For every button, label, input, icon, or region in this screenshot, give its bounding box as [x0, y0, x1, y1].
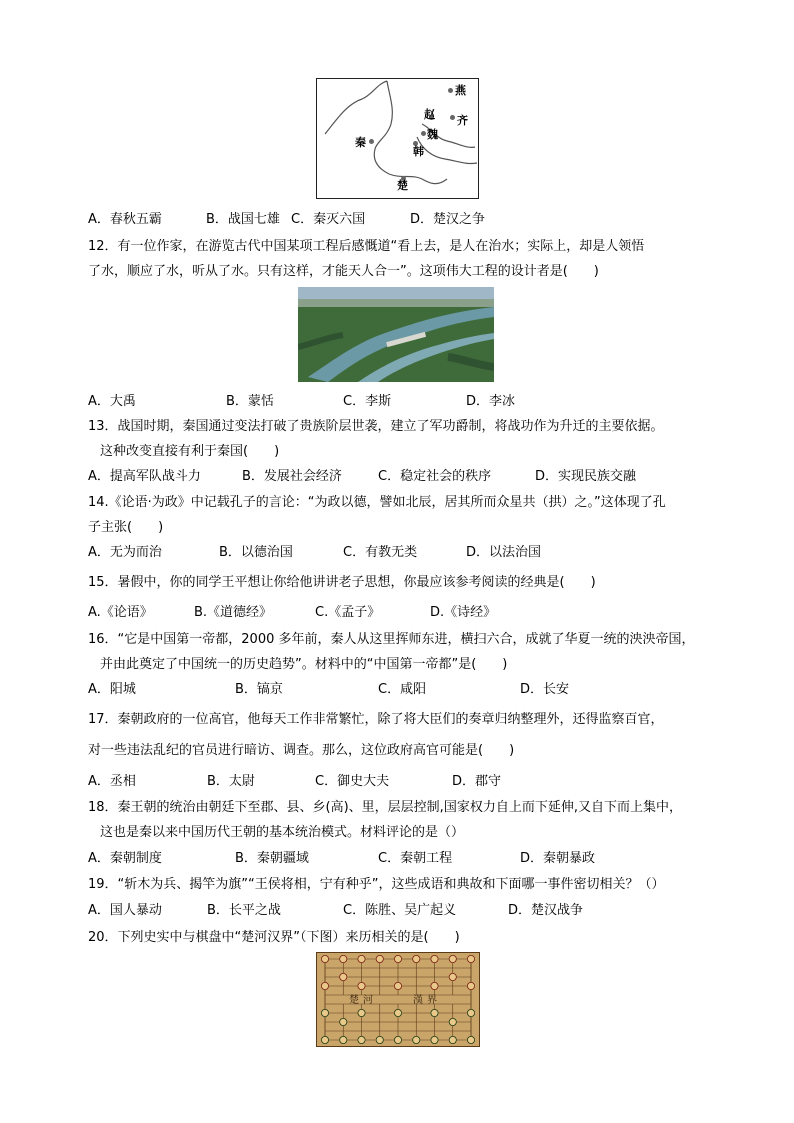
q12-option-c[interactable]: C．李斯	[343, 394, 392, 409]
chess-piece	[431, 955, 438, 962]
map-label-wei: 魏	[427, 128, 438, 141]
q14-option-c[interactable]: C．有教无类	[343, 545, 418, 560]
chess-piece	[340, 1036, 347, 1043]
q20-stem: 20．下列史实中与棋盘中“楚河汉界”（下图）来历相关的是( )	[88, 930, 460, 945]
q13-option-a[interactable]: A．提高军队战斗力	[88, 469, 201, 484]
q16-option-b[interactable]: B．镐京	[235, 682, 283, 697]
chess-piece	[321, 982, 328, 989]
map-dot-qin	[369, 139, 374, 144]
q17-stem-line1: 17．秦朝政府的一位高官，他每天工作非常繁忙，除了将大臣们的奏章归纳整理外，还得监察百官，	[88, 712, 664, 727]
q15-option-c[interactable]: C.《孟子》	[315, 605, 381, 620]
q12-stem-line1: 12．有一位作家，在游览古代中国某项工程后感慨道“看上去，是人在治水；实际上，却是人领悟	[88, 239, 645, 254]
chess-piece	[394, 982, 401, 989]
map-label-qi: 齐	[457, 114, 468, 127]
chess-piece	[449, 1036, 456, 1043]
chess-piece	[467, 1036, 474, 1043]
river-label-chu: 楚河	[349, 995, 377, 1006]
q14-stem-line2: 子主张( )	[88, 520, 164, 535]
chess-piece	[340, 1018, 347, 1025]
chess-piece	[358, 955, 365, 962]
q13-option-c[interactable]: C．稳定社会的秩序	[378, 469, 492, 484]
q11-option-d[interactable]: D．楚汉之争	[410, 212, 486, 227]
river-label-han: 漢界	[413, 995, 441, 1006]
chess-piece	[321, 1036, 328, 1043]
map-dot-qi	[450, 115, 455, 120]
q11-option-a[interactable]: A．春秋五霸	[88, 212, 162, 227]
map-label-yan: 燕	[455, 84, 466, 97]
dujiangyan-photo	[298, 287, 494, 382]
chess-piece	[449, 973, 456, 980]
map-label-zhao: 赵	[424, 108, 435, 121]
q15-option-d[interactable]: D.《诗经》	[430, 605, 497, 620]
chess-piece	[431, 1036, 438, 1043]
q19-option-a[interactable]: A．国人暴动	[88, 903, 162, 918]
q13-option-b[interactable]: B．发展社会经济	[242, 469, 342, 484]
q17-option-b[interactable]: B．太尉	[207, 774, 255, 789]
q12-stem-line2: 了水，顺应了水，听从了水。只有这样，才能天人合一”。这项伟大工程的设计者是( )	[88, 264, 599, 279]
q15-option-a[interactable]: A.《论语》	[88, 605, 153, 620]
chess-piece	[467, 1009, 474, 1016]
chess-piece	[394, 1036, 401, 1043]
q12-option-a[interactable]: A．大禹	[88, 394, 136, 409]
q18-option-b[interactable]: B．秦朝疆域	[235, 851, 309, 866]
chess-piece	[449, 955, 456, 962]
q18-stem-line2: 这也是秦以来中国历代王朝的基本统治模式。材料评论的是（）	[100, 825, 465, 840]
chessboard-figure	[316, 952, 480, 1047]
chess-piece	[376, 1036, 383, 1043]
map-dot-wei	[421, 131, 426, 136]
chess-piece	[358, 982, 365, 989]
q14-option-b[interactable]: B．以德治国	[219, 545, 293, 560]
q16-option-a[interactable]: A．阳城	[88, 682, 136, 697]
chess-piece	[321, 955, 328, 962]
q17-option-c[interactable]: C．御史大夫	[315, 774, 390, 789]
q14-option-d[interactable]: D．以法治国	[466, 545, 542, 560]
q19-stem: 19．“斩木为兵、揭竿为旗”“王侯将相，宁有种乎”，这些成语和典故和下面哪一事件密切相关？（）	[88, 877, 665, 892]
q17-option-d[interactable]: D．郡守	[452, 774, 502, 789]
chess-piece	[340, 955, 347, 962]
chess-piece	[358, 1009, 365, 1016]
chess-piece	[358, 1036, 365, 1043]
q13-stem-line1: 13．战国时期，秦国通过变法打破了贵族阶层世袭，建立了军功爵制，将战功作为升迁的主要依据。	[88, 419, 664, 434]
dujiangyan-illustration	[298, 287, 494, 382]
q12-option-b[interactable]: B．蒙恬	[226, 394, 274, 409]
q14-stem-line1: 14.《论语·为政》中记载孔子的言论：“为政以德，譬如北辰，居其所而众星共（拱）之。”这体现了孔	[88, 495, 666, 510]
q18-option-a[interactable]: A．秦朝制度	[88, 851, 162, 866]
q11-option-c[interactable]: C．秦灭六国	[291, 212, 366, 227]
chess-piece	[394, 955, 401, 962]
chess-piece	[376, 955, 383, 962]
q14-option-a[interactable]: A．无为而治	[88, 545, 162, 560]
q15-stem: 15．暑假中，你的同学王平想让你给他讲讲老子思想，你最应该参考阅读的经典是( )	[88, 575, 596, 590]
warring-states-map	[316, 78, 479, 199]
q13-stem-line2: 这种改变直接有利于秦国( )	[100, 444, 280, 459]
chess-piece	[394, 1009, 401, 1016]
q15-option-b[interactable]: B.《道德经》	[194, 605, 273, 620]
map-label-qin: 秦	[355, 136, 366, 149]
q17-stem-line2: 对一些违法乱纪的官员进行暗访、调查。那么，这位政府高官可能是( )	[88, 743, 515, 758]
chess-piece	[413, 955, 420, 962]
map-label-chu: 楚	[397, 179, 408, 192]
chess-piece	[431, 1009, 438, 1016]
map-label-han: 韩	[413, 145, 424, 158]
chessboard-grid	[317, 953, 479, 1046]
q13-option-d[interactable]: D．实现民族交融	[535, 469, 637, 484]
q18-option-d[interactable]: D．秦朝暴政	[520, 851, 596, 866]
chess-piece	[321, 1009, 328, 1016]
q12-option-d[interactable]: D．李冰	[466, 394, 516, 409]
q19-option-c[interactable]: C．陈胜、吴广起义	[343, 903, 457, 918]
map-dot-yan	[448, 88, 453, 93]
chess-piece	[431, 982, 438, 989]
q16-option-c[interactable]: C．咸阳	[378, 682, 427, 697]
chess-piece	[467, 982, 474, 989]
chess-piece	[449, 1018, 456, 1025]
q19-option-d[interactable]: D．楚汉战争	[508, 903, 584, 918]
q17-option-a[interactable]: A．丞相	[88, 774, 136, 789]
q19-option-b[interactable]: B．长平之战	[207, 903, 281, 918]
chess-piece	[467, 955, 474, 962]
q18-stem-line1: 18．秦王朝的统治由朝廷下至郡、县、乡(高)、里，层层控制,国家权力自上而下延伸,又自下而上集中，	[88, 800, 682, 815]
q18-option-c[interactable]: C．秦朝工程	[378, 851, 453, 866]
q16-option-d[interactable]: D．长安	[520, 682, 570, 697]
chess-piece	[413, 1036, 420, 1043]
q16-stem-line1: 16．“它是中国第一帝都，2000 多年前，秦人从这里挥师东进，横扫六合，成就了华夏一统的泱泱帝国，	[88, 632, 695, 647]
chess-piece	[340, 973, 347, 980]
q11-option-b[interactable]: B．战国七雄	[206, 212, 280, 227]
q16-stem-line2: 并由此奠定了中国统一的历史趋势”。材料中的“中国第一帝都”是( )	[100, 657, 508, 672]
